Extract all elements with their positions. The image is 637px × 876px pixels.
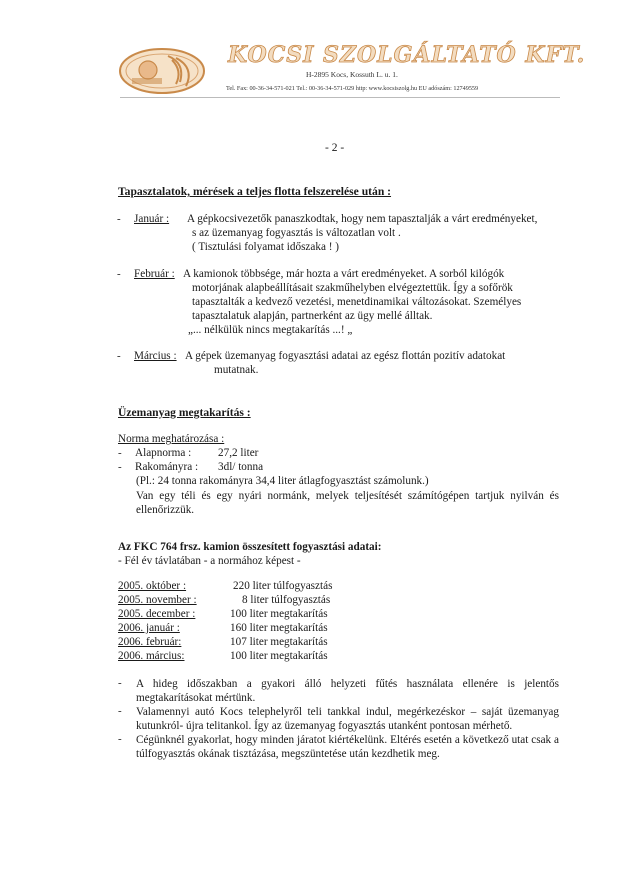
company-logo [118, 46, 210, 96]
february-line-5: „... nélkülük nincs megtakarítás ...! „ [188, 324, 353, 336]
month-row-value: 160 liter megtakarítás [230, 622, 328, 634]
truck-summary-subtitle: - Fél év távlatában - a normához képest - [118, 555, 301, 567]
month-row-value: 100 liter megtakarítás [230, 650, 328, 662]
page-number: - 2 - [325, 142, 345, 154]
bullet-dash: - [118, 733, 122, 745]
month-label-february: Február : [134, 268, 175, 280]
cargo-norm-label: Rakományra : [135, 461, 199, 473]
norm-example: (Pl.: 24 tonna rakományra 34,4 liter átlagfogyasztást számolunk.) [136, 475, 429, 487]
january-line-2: s az üzemanyag fogyasztás is változatlan volt . [192, 227, 401, 239]
bullet-dash: - [117, 213, 121, 225]
base-norm-label: Alapnorma : [135, 447, 192, 459]
truck-summary-heading: Az FKC 764 frsz. kamion összesített fogyasztási adatai: [118, 541, 382, 553]
observation-paragraph-2: Valamennyi autó Kocs telephelyről teli tankkal indul, megérkezéskor – saját üzemanyag kutunkról- újra telitankol. Így az üzemanyag fogyasztás utanként pontosan mérhető. [136, 706, 559, 732]
month-row-value: 8 liter túlfogyasztás [242, 594, 331, 606]
base-norm-value: 27,2 liter [218, 447, 259, 459]
header-divider [120, 97, 560, 98]
march-line-2: mutatnak. [214, 364, 259, 376]
bullet-dash: - [117, 268, 121, 280]
month-row-label: 2006. március: [118, 650, 185, 662]
february-line-4: tapasztalatuk alapján, partnerként az ügy mellé álltak. [192, 310, 433, 322]
norm-title: Norma meghatározása : [118, 433, 225, 445]
month-row-value: 107 liter megtakarítás [230, 636, 328, 648]
month-row-label: 2005. november : [118, 594, 197, 606]
february-line-3: tapasztalták a kedvező vezetési, menetdinamikai változásokat. Személyes [192, 296, 522, 308]
january-line-3: ( Tisztulási folyamat időszaka ! ) [192, 241, 339, 253]
section-heading-fuel-saving: Üzemanyag megtakarítás : [118, 406, 251, 419]
month-row-label: 2006. január : [118, 622, 180, 634]
month-row-value: 220 liter túlfogyasztás [233, 580, 333, 592]
march-line-1: A gépek üzemanyag fogyasztási adatai az egész flottán pozitív adatokat [185, 350, 506, 362]
january-line-1: A gépkocsivezetők panaszkodtak, hogy nem tapasztalják a várt eredményeket, [187, 213, 538, 225]
bullet-dash: - [117, 350, 121, 362]
month-row-label: 2006. február: [118, 636, 182, 648]
cargo-norm-value: 3dl/ tonna [218, 461, 264, 473]
month-label-march: Március : [134, 350, 177, 362]
month-label-january: Január : [134, 213, 170, 225]
february-line-1: A kamionok többsége, már hozta a várt eredményeket. A sorból kilógók [183, 268, 505, 280]
february-line-2: motorjának alapbeállításait szakműhelyben elvégeztettük. Így a sofőrök [192, 282, 513, 294]
norms-paragraph: Van egy téli és egy nyári normánk, melyek teljesítését számítógépen tartjuk nyilván és ellenőrizzük. [136, 490, 559, 516]
month-row-label: 2005. december : [118, 608, 196, 620]
observation-paragraph-1: A hideg időszakban a gyakori álló helyzeti fűtés használata ellenére is jelentős megtakarításokat mértünk. [136, 678, 559, 704]
bullet-dash: - [118, 447, 122, 459]
company-contact: Tel. Fax: 00-36-34-571-021 Tel.: 00-36-34-571-029 http: www.kocsiszolg.hu EU adószám: 12749559 [226, 85, 479, 92]
company-name: KOCSI SZOLGÁLTATÓ KFT. [228, 42, 586, 68]
bullet-dash: - [118, 461, 122, 473]
month-row-value: 100 liter megtakarítás [230, 608, 328, 620]
observation-paragraph-3: Cégünknél gyakorlat, hogy minden járatot kiértékelünk. Eltérés esetén a következő utat csak a túlfogyasztás okának tisztázása, megszüntetése után kezdhetik meg. [136, 734, 559, 760]
section-heading-experiences: Tapasztalatok, mérések a teljes flotta felszerelése után : [118, 185, 392, 198]
bullet-dash: - [118, 677, 122, 689]
month-row-label: 2005. október : [118, 580, 187, 592]
company-address: H-2895 Kocs, Kossuth L. u. 1. [306, 70, 398, 79]
bullet-dash: - [118, 705, 122, 717]
